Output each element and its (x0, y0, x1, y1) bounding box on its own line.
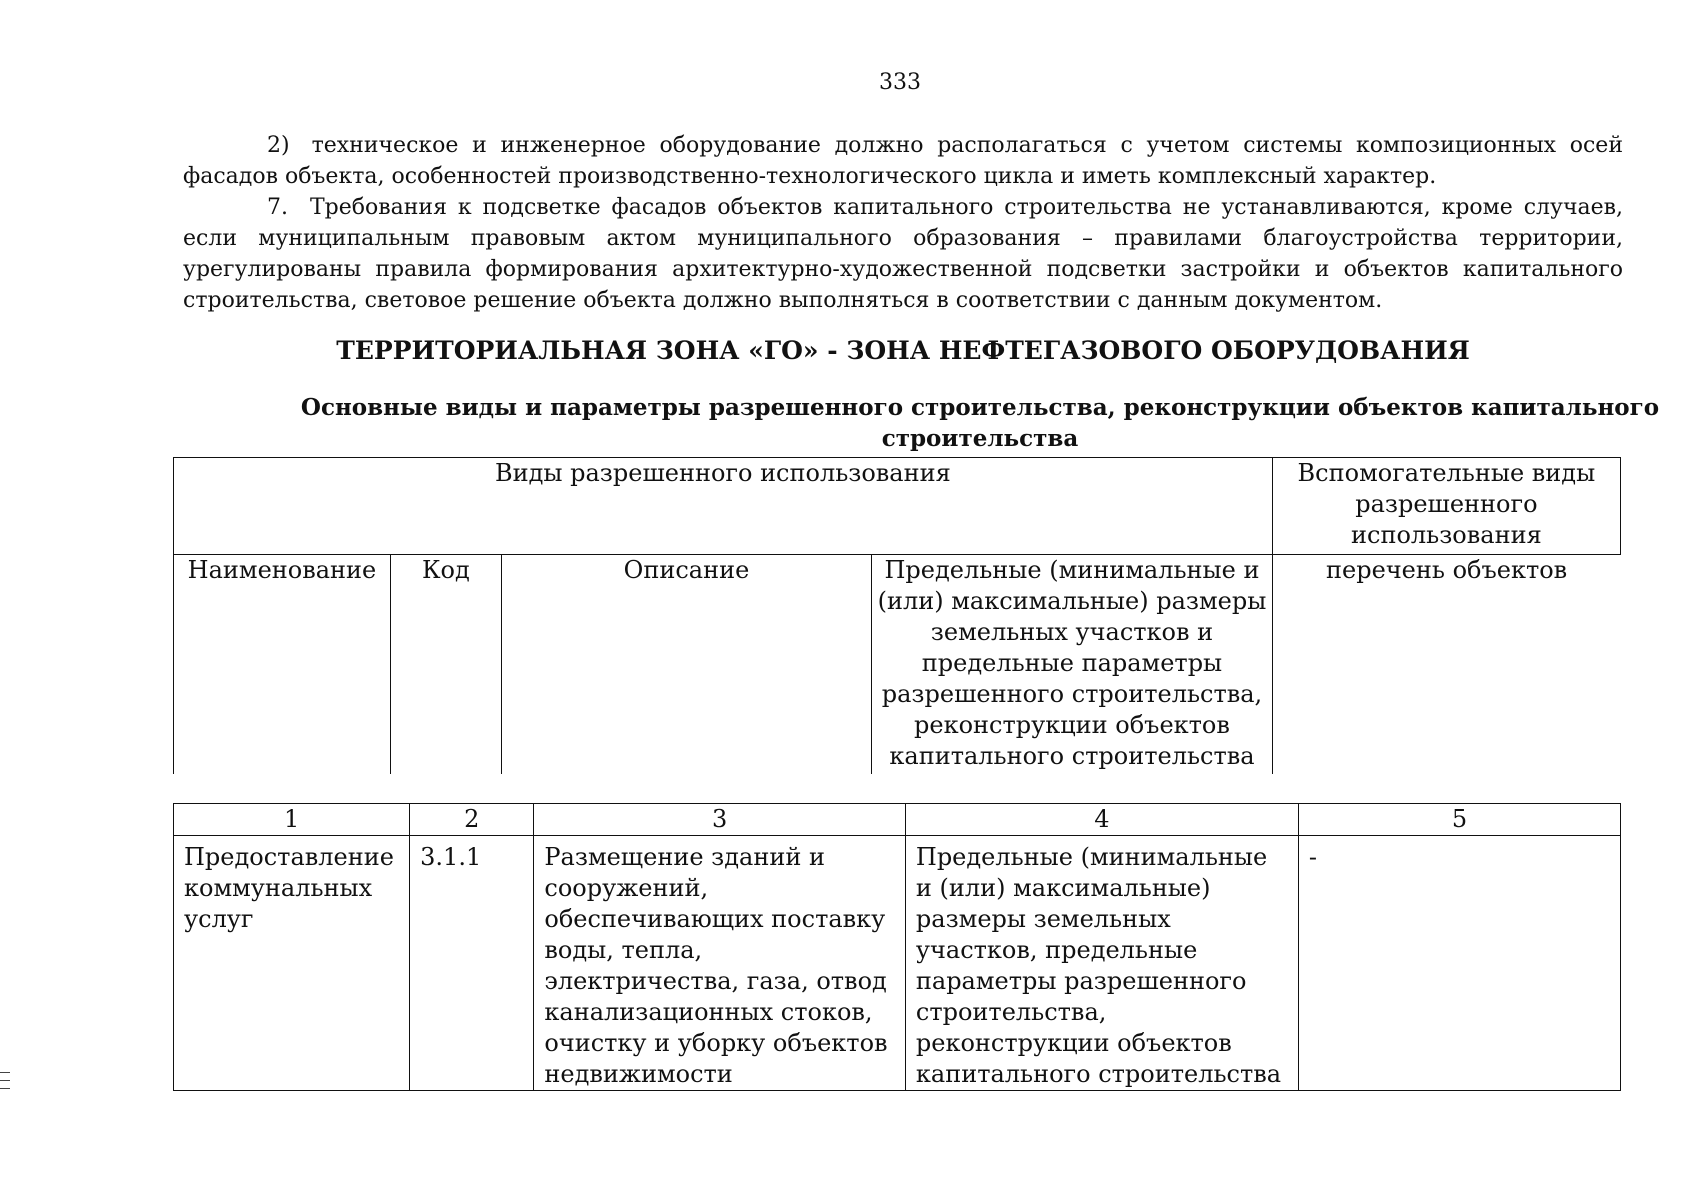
header-col-description: Описание (501, 555, 871, 775)
header-table (173, 457, 1621, 774)
header-col-name: Наименование (174, 555, 391, 775)
table-row (174, 836, 1621, 1091)
body-text (183, 130, 1623, 316)
row-name: Предоставление коммунальных услуг (174, 836, 410, 1091)
column-number: 3 (534, 804, 906, 836)
paragraph-7: 7. Требования к подсветке фасадов объектов капитального строительства не устанавливаются, кроме случаев, если муниципальным правовым актом муниципального образования – правилами благоустройства территории, урегулированы правила формирования архитектурно-художественной подсветки застройки и объектов капитального строительства, световое решение объекта должно выполняться в соответствии с данным документом. (183, 195, 1623, 313)
header-group-row (174, 458, 1621, 555)
body-table (173, 803, 1621, 1091)
header-col-code: Код (390, 555, 501, 775)
scan-edge-mark (0, 1080, 10, 1081)
paragraph-2: 2) техническое и инженерное оборудование должно располагаться с учетом системы композиционных осей фасадов объекта, особенностей производственно-технологического цикла и иметь комплексный характер. (183, 133, 1623, 189)
row-description: Размещение зданий и сооружений, обеспечивающих поставку воды, тепла, электричества, газа, отвод канализационных стоков, очистку и уборку объектов недвижимости (534, 836, 906, 1091)
row-limits: Предельные (минимальные и (или) максимальные) размеры земельных участков, предельные параметры разрешенного строительства, реконструкции объектов капитального строительства (905, 836, 1298, 1091)
scan-edge-mark (0, 1088, 10, 1089)
zone-title: ТЕРРИТОРИАЛЬНАЯ ЗОНА «ГО» - ЗОНА НЕФТЕГАЗОВОГО ОБОРУДОВАНИЯ (336, 336, 1470, 365)
scan-edge-mark (0, 1072, 10, 1073)
column-number: 5 (1298, 804, 1620, 836)
table-subtitle: Основные виды и параметры разрешенного строительства, реконструкции объектов капитального строительства (300, 394, 1660, 452)
header-col-aux-list: перечень объектов (1272, 555, 1620, 775)
header-col-limits: Предельные (минимальные и (или) максимальные) размеры земельных участков и предельные параметры разрешенного строительства, реконструкции объектов капитального строительства (872, 555, 1273, 775)
header-columns-row (174, 555, 1621, 775)
column-number: 1 (174, 804, 410, 836)
header-group-main: Виды разрешенного использования (174, 458, 1273, 555)
row-aux: - (1298, 836, 1620, 1091)
header-group-aux: Вспомогательные виды разрешенного использования (1272, 458, 1620, 555)
column-number: 4 (905, 804, 1298, 836)
page-number: 333 (879, 70, 921, 95)
column-number-row (174, 804, 1621, 836)
row-code: 3.1.1 (410, 836, 534, 1091)
column-number: 2 (410, 804, 534, 836)
